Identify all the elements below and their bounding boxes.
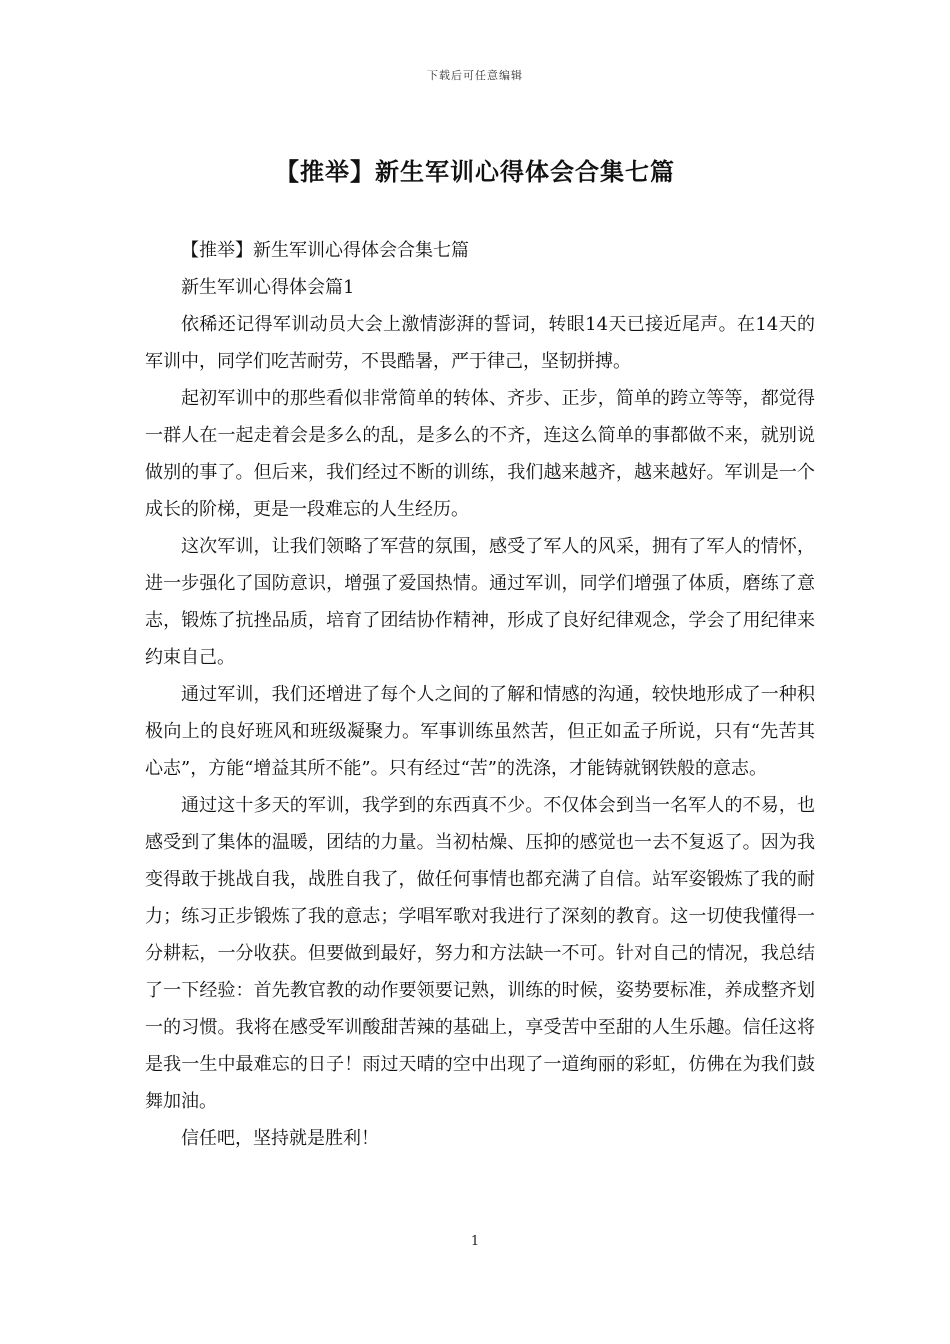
header-note: 下载后可任意编辑	[427, 69, 523, 82]
paragraph: 信任吧，坚持就是胜利！	[181, 1128, 379, 1149]
paragraph: 这次军训，让我们领略了军营的氛围，感受了军人的风采，拥有了军人的情怀，进一步强化了国防意识，增强了爱国热情。通过军训，同学们增强了体质，磨练了意志，锻炼了抗挫品质，培育了团结协作精神，形成了良好纪律观念，学会了用纪律来约束自己。	[145, 536, 815, 668]
paragraph: 依稀还记得军训动员大会上激情澎湃的誓词，转眼14天已接近尾声。在14天的军训中，同学们吃苦耐劳，不畏酷暑，严于律己，坚韧拼搏。	[145, 314, 815, 372]
paragraph: 通过这十多天的军训，我学到的东西真不少。不仅体会到当一名军人的不易，也感受到了集体的温暖，团结的力量。当初枯燥、压抑的感觉也一去不复返了。因为我变得敢于挑战自我，战胜自我了，做任何事情也都充满了自信。站军姿锻炼了我的耐力；练习正步锻炼了我的意志；学唱军歌对我进行了深刻的教育。这一切使我懂得一分耕耘，一分收获。但要做到最好，努力和方法缺一不可。针对自己的情况，我总结了一下经验：首先教官教的动作要领要记熟，训练的时候，姿势要标准，养成整齐划一的习惯。我将在感受军训酸甜苦辣的基础上，享受苦中至甜的人生乐趣。信任这将是我一生中最难忘的日子！雨过天晴的空中出现了一道绚丽的彩虹，仿佛在为我们鼓舞加油。	[145, 795, 815, 1112]
paragraph-subtitle: 【推举】新生军训心得体会合集七篇	[181, 240, 469, 261]
paragraph: 通过军训，我们还增进了每个人之间的了解和情感的沟通，较快地形成了一种积极向上的良好班风和班级凝聚力。军事训练虽然苦，但正如孟子所说，只有“先苦其心志”，方能“增益其所不能”。只有经过“苦”的洗涤，才能铸就钢铁般的意志。	[145, 684, 815, 779]
document-body	[145, 232, 815, 1157]
paragraph: 起初军训中的那些看似非常简单的转体、齐步、正步，简单的跨立等等，都觉得一群人在一起走着会是多么的乱，是多么的不齐，连这么简单的事都做不来，就别说做别的事了。但后来，我们经过不断的训练，我们越来越齐，越来越好。军训是一个成长的阶梯，更是一段难忘的人生经历。	[145, 388, 815, 520]
page-number: 1	[470, 1234, 480, 1249]
document-title: 【推举】新生军训心得体会合集七篇	[275, 157, 675, 186]
paragraph-section-heading: 新生军训心得体会篇1	[181, 277, 355, 298]
